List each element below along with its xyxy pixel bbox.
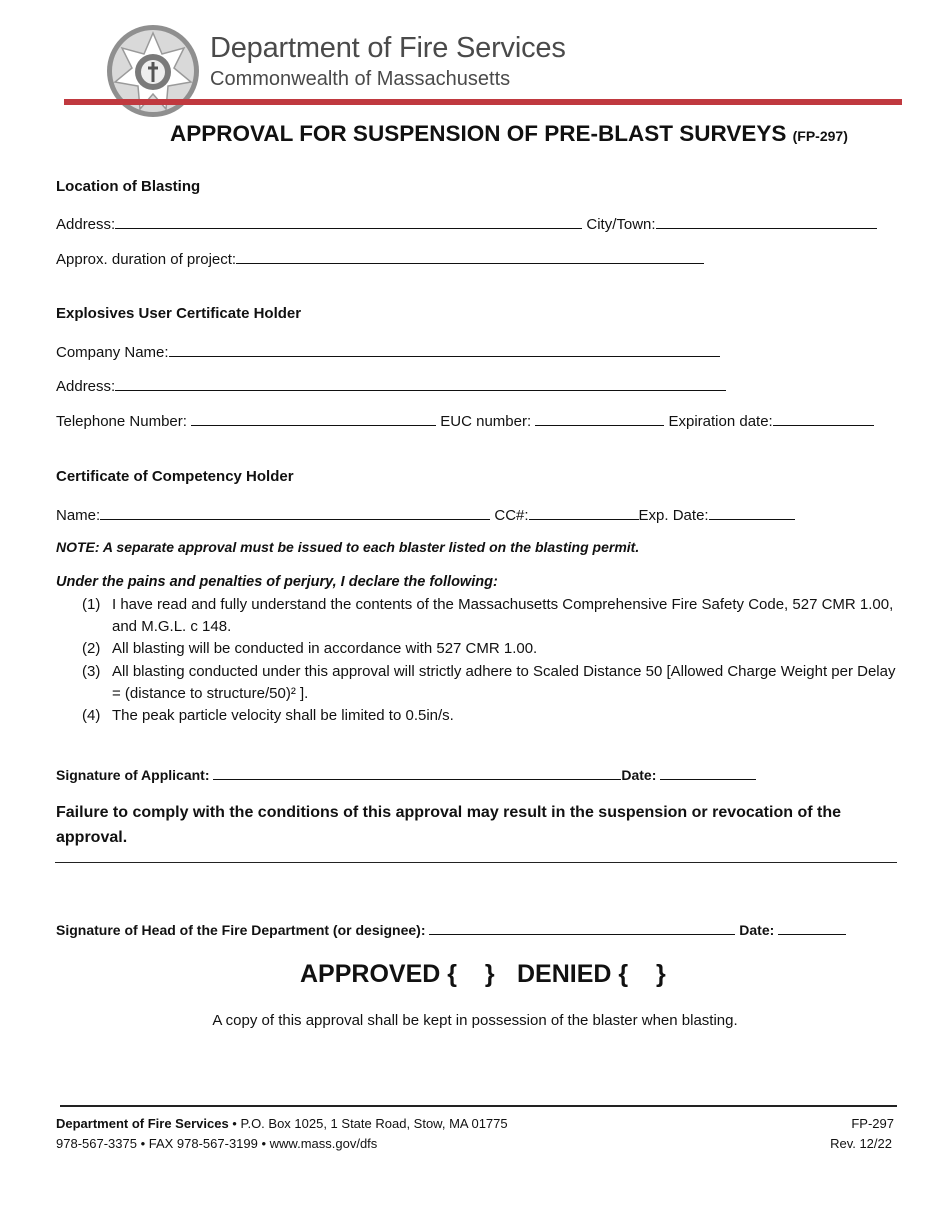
declaration-item-num: (4) <box>82 707 101 724</box>
declaration-item-text: All blasting conducted under this approval will strictly adhere to Scaled Distance 50 [Allowed Charge Weight per Delay = (distance to structure/50)² ]. <box>112 663 896 702</box>
head-date-field[interactable] <box>778 920 846 935</box>
footer-dept: Department of Fire Services <box>56 1116 229 1131</box>
applicant-signature-field[interactable] <box>213 765 621 780</box>
cc-row <box>56 505 795 524</box>
separate-approval-note: NOTE: A separate approval must be issued to each blaster listed on the blasting permit. <box>56 539 640 555</box>
location-address-label: Address: <box>56 216 116 233</box>
applicant-date-label: Date: <box>621 767 657 783</box>
location-address-row <box>56 214 877 233</box>
compliance-warning: Failure to comply with the conditions of this approval may result in the suspension or revocation of the approval. <box>56 804 841 846</box>
footer-divider <box>60 1105 897 1107</box>
location-address-field[interactable] <box>115 214 582 229</box>
euc-heading: Explosives User Certificate Holder <box>56 305 302 322</box>
cc-name-field[interactable] <box>100 505 490 520</box>
euc-address-label: Address: <box>56 378 116 395</box>
city-town-label: City/Town: <box>586 216 656 233</box>
declaration-item-num: (2) <box>82 640 101 657</box>
company-name-field[interactable] <box>169 342 720 357</box>
applicant-signature-row <box>56 765 756 783</box>
head-signature-row <box>56 920 846 938</box>
expiration-field[interactable] <box>773 411 874 426</box>
cc-exp-label: Exp. Date: <box>638 507 709 524</box>
declaration-item-text: I have read and fully understand the contents of the Massachusetts Comprehensive Fire Safety Code, 527 CMR 1.00, and M.G.L. c 148. <box>112 596 894 635</box>
declaration-item-text: All blasting will be conducted in accordance with 527 CMR 1.00. <box>112 640 538 657</box>
euc-address-row <box>56 376 726 395</box>
declaration-item-num: (1) <box>82 596 101 613</box>
declaration-item-text: The peak particle velocity shall be limited to 0.5in/s. <box>112 707 454 724</box>
declaration-intro: Under the pains and penalties of perjury, I declare the following: <box>56 574 498 590</box>
copy-note: A copy of this approval shall be kept in possession of the blaster when blasting. <box>212 1012 738 1029</box>
section-divider <box>55 862 897 863</box>
title-text: APPROVAL FOR SUSPENSION OF PRE-BLAST SURVEYS <box>170 121 787 146</box>
denied-option[interactable] <box>517 960 666 989</box>
footer-address: • P.O. Box 1025, 1 State Road, Stow, MA 01775 <box>228 1116 508 1131</box>
cc-number-field[interactable] <box>529 505 639 520</box>
approved-label: APPROVED { <box>300 960 457 988</box>
approved-close-brace: } <box>484 960 495 988</box>
duration-label: Approx. duration of project: <box>56 251 237 268</box>
euc-number-field[interactable] <box>535 411 664 426</box>
company-row <box>56 342 720 361</box>
euc-contact-row <box>56 411 874 430</box>
footer-form-id: FP-297 <box>851 1116 894 1131</box>
head-signature-label: Signature of Head of the Fire Department (or designee): <box>56 922 426 938</box>
footer-address-line <box>56 1116 508 1131</box>
cc-exp-field[interactable] <box>709 505 795 520</box>
city-town-field[interactable] <box>656 214 877 229</box>
approved-option[interactable] <box>300 960 495 989</box>
head-signature-field[interactable] <box>429 920 735 935</box>
denied-close-brace: } <box>656 960 666 988</box>
agency-name: Department of Fire Services <box>210 32 566 64</box>
head-date-label: Date: <box>739 922 775 938</box>
header-accent-bar <box>64 99 902 105</box>
commonwealth-name: Commonwealth of Massachusetts <box>210 68 511 90</box>
location-heading: Location of Blasting <box>56 178 201 195</box>
page-title <box>170 121 848 147</box>
declaration-item-num: (3) <box>82 663 101 680</box>
expiration-label: Expiration date: <box>668 413 773 430</box>
telephone-label: Telephone Number: <box>56 413 187 430</box>
euc-number-label: EUC number: <box>440 413 532 430</box>
cc-number-label: CC#: <box>494 507 529 524</box>
company-name-label: Company Name: <box>56 344 169 361</box>
footer-revision: Rev. 12/22 <box>830 1136 892 1151</box>
applicant-date-field[interactable] <box>660 765 756 780</box>
form-code: (FP-297) <box>792 128 848 144</box>
cc-heading: Certificate of Competency Holder <box>56 468 294 485</box>
applicant-signature-label: Signature of Applicant: <box>56 767 210 783</box>
cc-name-label: Name: <box>56 507 101 524</box>
denied-label: DENIED { <box>517 960 629 988</box>
duration-field[interactable] <box>236 249 704 264</box>
duration-row <box>56 249 704 268</box>
euc-address-field[interactable] <box>115 376 726 391</box>
footer-contact: 978-567-3375 • FAX 978-567-3199 • www.mass.gov/dfs <box>56 1136 378 1151</box>
telephone-field[interactable] <box>191 411 436 426</box>
